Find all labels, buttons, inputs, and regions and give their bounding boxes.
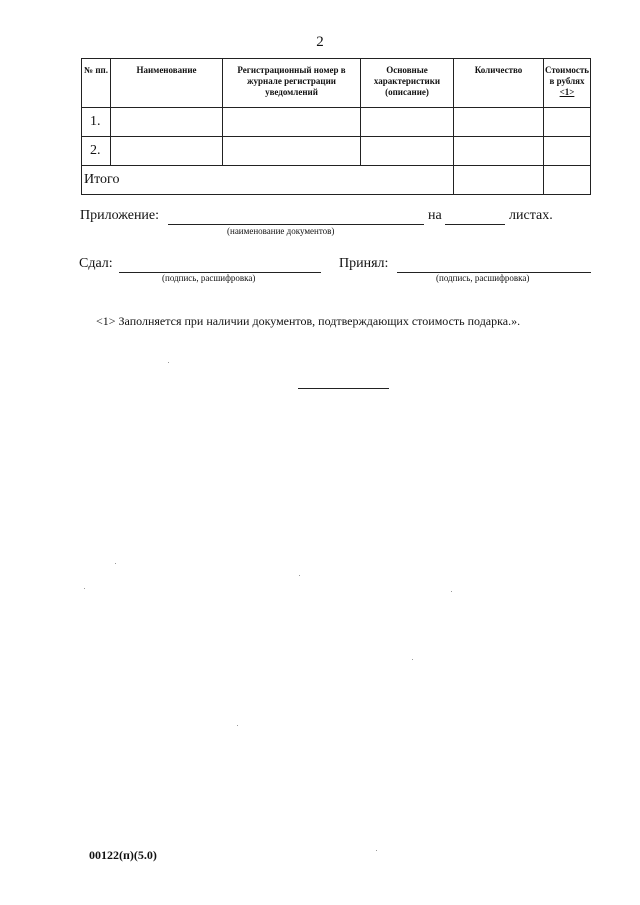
header-registration-number: Регистрационный номер в журнале регистрации уведомлений: [223, 59, 361, 108]
table-row: [82, 108, 591, 137]
attachment-label: Приложение:: [80, 208, 160, 223]
header-quantity: Количество: [454, 59, 544, 108]
total-cost-cell: [544, 166, 591, 195]
scan-speck: [168, 362, 169, 363]
header-cost: [544, 59, 591, 108]
table-row: [82, 137, 591, 166]
scan-speck: [237, 725, 238, 726]
scan-speck: [376, 850, 377, 851]
attachment-caption: (наименование документов): [227, 226, 335, 236]
characteristics-cell: [361, 137, 454, 166]
registration-number-cell: [223, 108, 361, 137]
row-number-cell: 2.: [82, 137, 111, 166]
attachment-sheets-field[interactable]: [445, 224, 505, 225]
total-quantity-cell: [454, 166, 544, 195]
total-row: [82, 166, 591, 195]
name-cell: [111, 137, 223, 166]
footnote: <1> Заполняется при наличии документов, подтверждающих стоимость подарка.».: [96, 314, 521, 328]
document-code: 00122(п)(5.0): [89, 848, 157, 862]
scan-speck: [451, 591, 452, 592]
scan-speck: [115, 563, 116, 564]
cost-cell: [544, 137, 591, 166]
separator-line: [298, 388, 389, 389]
footnote-reference: <1>: [559, 87, 575, 97]
total-label: Итого: [82, 166, 454, 195]
header-characteristics: Основные характеристики (описание): [361, 59, 454, 108]
quantity-cell: [454, 137, 544, 166]
header-cost-label: Стоимость в рублях: [544, 65, 590, 86]
quantity-cell: [454, 108, 544, 137]
row-number-cell: 1.: [82, 108, 111, 137]
handed-label: Сдал:: [79, 256, 113, 271]
page-number: 2: [316, 34, 324, 50]
scan-speck: [299, 575, 300, 576]
attachment-on-label: на: [428, 208, 442, 223]
received-label: Принял:: [339, 256, 389, 271]
table-header-row: [82, 59, 591, 108]
cost-cell: [544, 108, 591, 137]
attachment-documents-field[interactable]: [168, 224, 424, 225]
attachment-sheets-label: листах.: [509, 208, 553, 223]
scan-speck: [412, 659, 413, 660]
scan-speck: [84, 588, 85, 589]
header-number: № пп.: [82, 59, 111, 108]
handed-caption: (подпись, расшифровка): [162, 273, 256, 283]
received-caption: (подпись, расшифровка): [436, 273, 530, 283]
registration-number-cell: [223, 137, 361, 166]
characteristics-cell: [361, 108, 454, 137]
header-name: Наименование: [111, 59, 223, 108]
name-cell: [111, 108, 223, 137]
gift-table: [81, 58, 591, 195]
